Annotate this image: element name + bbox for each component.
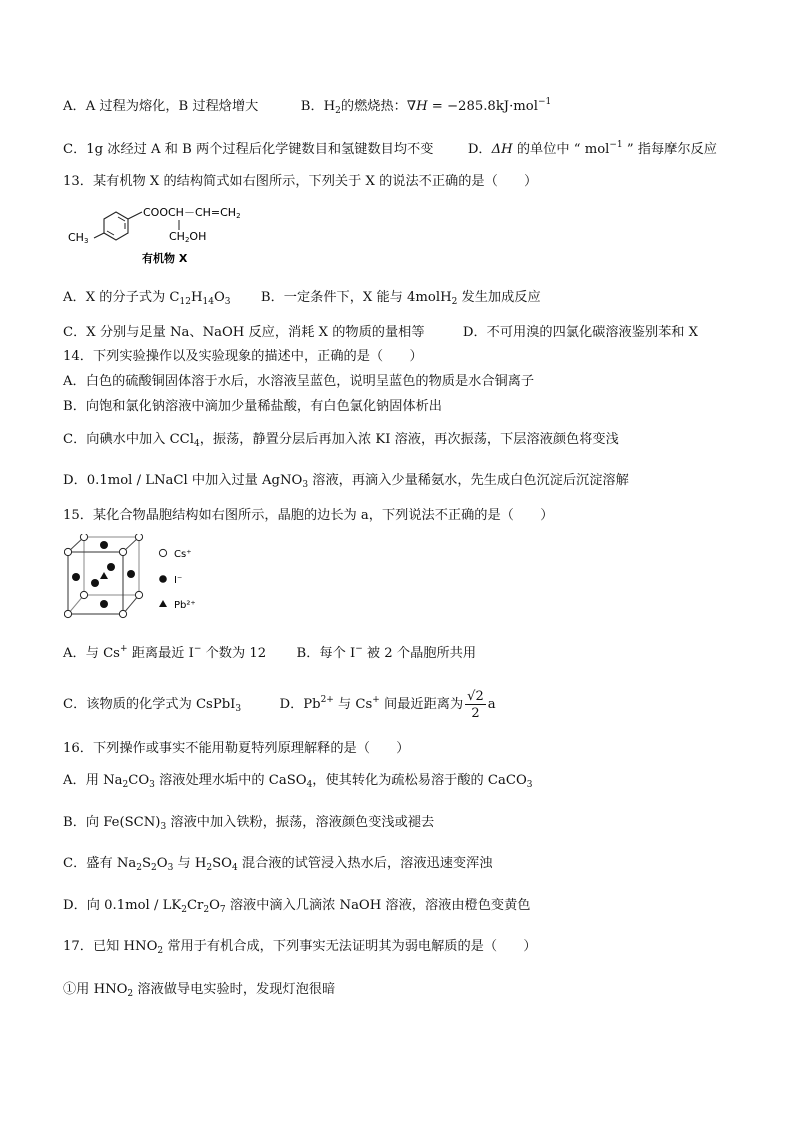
legend-pb: Pb²⁺: [174, 600, 196, 611]
q12-line-ab: [63, 98, 551, 116]
q16-option-d: D．向 $0.1mol / LK_2Cr_2O_7$ 溶液中滴入几滴浓 NaOH 溶液，溶液由橙色变黄色: [63, 898, 531, 915]
q15-option-a: A．与 Cs+ 距离最近 I− 个数为 12: [63, 644, 267, 661]
q16-option-c: C．盛有 $Na_2S_2O_3$ 与 $H_2SO_4$ 混合液的试管浸入热水后，溶液迅速变浑浊: [63, 856, 493, 873]
structure-diagram-x: [66, 198, 266, 270]
q13-option-d: D．不可用溴的四氯化碳溶液鉴别苯和 X: [462, 325, 699, 340]
q17-stem: 17．已知 $HNO_2$ 常用于有机合成，下列事实无法证明其为弱电解质的是（ ）: [63, 939, 537, 956]
q16-stem: 16．下列操作或事实不能用勒夏特列原理解释的是（ ）: [63, 741, 410, 756]
benzene-ring: [104, 212, 128, 240]
q17-item-1: ①用 $HNO_2$ 溶液做导电实验时，发现灯泡很暗: [63, 982, 336, 999]
q13-line-cd: [63, 324, 698, 342]
q14-option-d: D．0.1mol / LNaCl 中加入过量 AgNO$_3$ 溶液，再滴入少量稀氨水，先生成白色沉淀后沉淀溶解: [63, 473, 629, 490]
q13-option-c: C．X 分别与足量 Na、NaOH 反应，消耗 X 的物质的量相等: [63, 325, 425, 340]
q14-option-a: A．白色的硫酸铜固体溶于水后，水溶液呈蓝色，说明呈蓝色的物质是水合铜离子: [63, 374, 535, 389]
q13-option-b: B．一定条件下，X 能与 4molH$_2$ 发生加成反应: [260, 290, 541, 307]
legend-i: I⁻: [174, 575, 183, 586]
q12-line-cd: [63, 141, 717, 159]
q14-stem: 14．下列实验操作以及实验现象的描述中，正确的是（ ）: [63, 349, 423, 364]
q14-option-c: C．向碘水中加入 CCl$_4$，振荡，静置分层后再加入浓 KI 溶液，再次振荡，下层溶液颜色将变浅: [63, 432, 619, 449]
q12-option-b: B．$H_2$的燃烧热：∇H = −285.8kJ·mol$^{-1}$: [300, 97, 552, 116]
fraction-sqrt2-over-2: $\frac{√2}{2}$: [467, 688, 484, 721]
q15-line-ab: [63, 645, 476, 663]
q15-option-d: D．$Pb^{2+}$ 与 Cs+ 间最近距离为 $\frac{√2}{2}$ a: [279, 688, 496, 721]
structure-label-bottom: CH2OH: [169, 230, 207, 244]
legend-cs: Cs⁺: [174, 549, 192, 560]
q13-stem: 13．某有机物 X 的结构简式如右图所示，下列关于 X 的说法不正确的是（ ）: [63, 174, 538, 189]
q13-option-a: A．X 的分子式为 $C_{12}H_{14}O_3$: [63, 290, 231, 307]
q12-option-c: C．1g 冰经过 A 和 B 两个过程后化学键数目和氢键数目均不变: [63, 142, 434, 157]
q15-option-c: C．该物质的化学式为 CsPbI$_3$: [63, 697, 242, 714]
q15-option-b: B．每个 I− 被 2 个晶胞所共用: [296, 644, 477, 661]
structure-label-left: CH3: [68, 231, 89, 245]
q14-option-b: B．向饱和氯化钠溶液中滴加少量稀盐酸，有白色氯化钠固体析出: [63, 399, 442, 414]
crystal-cell-diagram: [64, 534, 224, 620]
q15-line-cd: [63, 688, 496, 722]
q13-line-ab: [63, 289, 541, 307]
q16-option-a: A．用 $Na_2CO_3$ 溶液处理水垢中的 CaSO$_4$，使其转化为疏松易溶于酸的 CaCO$_3$: [63, 773, 533, 790]
lead-ion-marker: [100, 572, 108, 579]
q12-option-a: A．A 过程为熔化，B 过程焓增大: [63, 99, 259, 114]
q12-option-d: D．ΔH 的单位中 “ mol$^{-1}$ ” 指每摩尔反应: [467, 140, 717, 157]
structure-caption: 有机物 X: [142, 252, 188, 265]
q16-option-b: B．向 $Fe(SCN)_3$ 溶液中加入铁粉，振荡，溶液颜色变浅或褪去: [63, 815, 435, 832]
q15-stem: 15．某化合物晶胞结构如右图所示，晶胞的边长为 a，下列说法不正确的是（ ）: [63, 508, 554, 523]
structure-label-top: COOCH－CH=CH2: [143, 206, 241, 220]
